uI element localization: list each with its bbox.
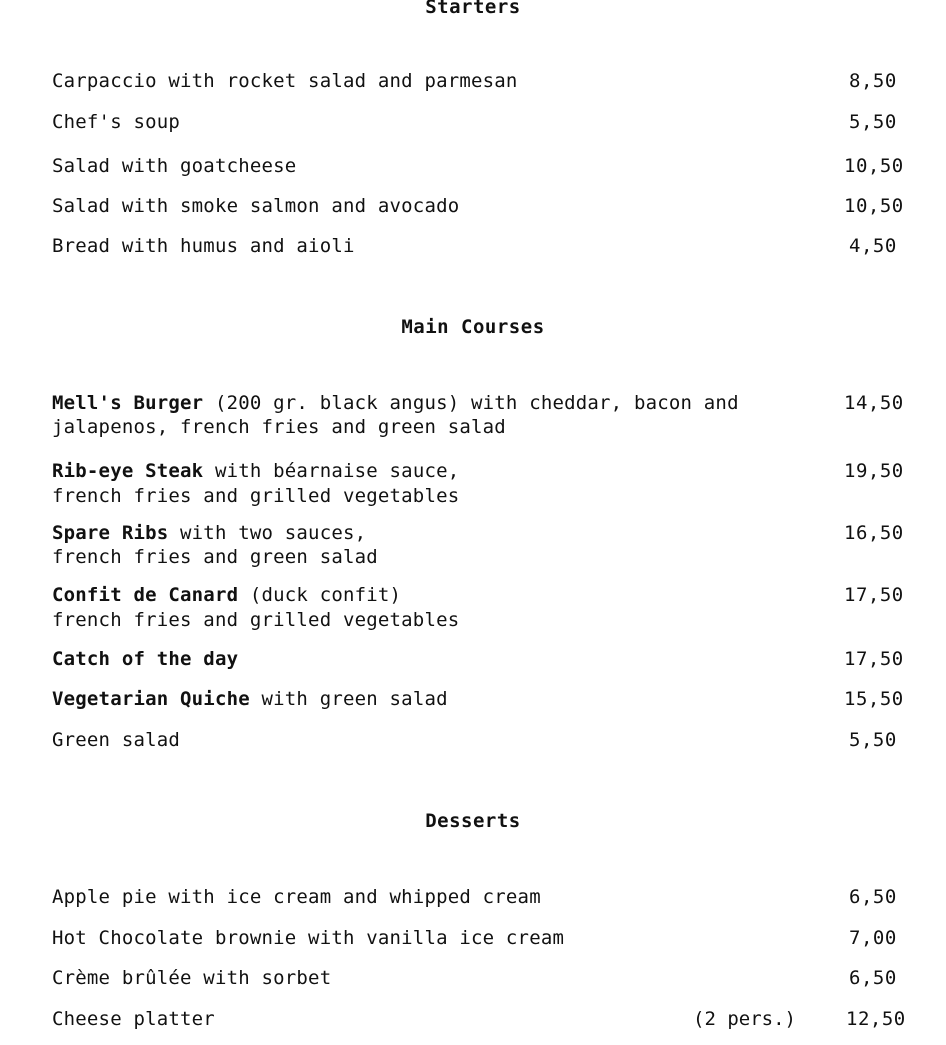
- menu-item-name: Carpaccio with rocket salad and parmesan: [52, 70, 518, 92]
- menu-item-price: 14,50: [844, 392, 904, 414]
- menu-item-price: 6,50: [849, 967, 897, 989]
- menu-item-price: 16,50: [844, 522, 904, 544]
- menu-item-price: 17,50: [844, 648, 904, 670]
- menu-item-price: 10,50: [844, 155, 904, 177]
- dish-description: with béarnaise sauce,: [203, 460, 460, 482]
- menu-item-name: [52, 392, 739, 414]
- menu-item-name: Green salad: [52, 729, 181, 751]
- section-title-main-courses: Main Courses: [401, 316, 545, 338]
- dish-description-line2: french fries and green salad: [52, 546, 378, 568]
- menu-item-name: [52, 688, 448, 710]
- dish-name: Confit de Canard: [52, 584, 239, 606]
- menu-item-price: 15,50: [844, 688, 904, 710]
- dish-name: Spare Ribs: [52, 522, 169, 544]
- dish-description: (duck confit): [238, 584, 402, 606]
- dish-description-line2: jalapenos, french fries and green salad: [52, 416, 506, 438]
- menu-item-price: 10,50: [844, 195, 904, 217]
- menu-item-price: 5,50: [849, 729, 897, 751]
- section-title-desserts: Desserts: [425, 810, 521, 832]
- menu-item-name: Crème brûlée with sorbet: [52, 967, 332, 989]
- menu-item-name: [52, 460, 459, 482]
- dish-name: Rib-eye Steak: [52, 460, 204, 482]
- menu-item-price: 12,50: [846, 1008, 906, 1030]
- menu-item-name: [52, 648, 238, 670]
- dish-description-line2: french fries and grilled vegetables: [52, 609, 460, 631]
- serving-note: (2 pers.): [693, 1008, 796, 1030]
- section-title-starters: Starters: [425, 0, 521, 18]
- menu-item-price: 19,50: [844, 460, 904, 482]
- dish-description: (200 gr. black angus) with cheddar, bacon and: [203, 392, 739, 414]
- dish-name: Mell's Burger: [52, 392, 204, 414]
- dish-description: with green salad: [249, 688, 448, 710]
- menu-item-name: Hot Chocolate brownie with vanilla ice cream: [52, 927, 565, 949]
- menu-item-price: 6,50: [849, 886, 897, 908]
- menu-item-price: 8,50: [849, 70, 897, 92]
- dish-description: with two sauces,: [168, 522, 367, 544]
- menu-item-name: [52, 584, 401, 606]
- menu-item-name: Salad with smoke salmon and avocado: [52, 195, 460, 217]
- menu-item-name: [52, 522, 366, 544]
- menu-item-name: Cheese platter: [52, 1008, 215, 1030]
- menu-item-name: Apple pie with ice cream and whipped cream: [52, 886, 541, 908]
- dish-name: Vegetarian Quiche: [52, 688, 250, 710]
- menu-item-price: 7,00: [849, 927, 897, 949]
- menu-item-name: Bread with humus and aioli: [52, 235, 355, 257]
- dish-name: Catch of the day: [52, 648, 239, 670]
- menu-item-name: Salad with goatcheese: [52, 155, 297, 177]
- menu-item-price: 4,50: [849, 235, 897, 257]
- menu-item-price: 5,50: [849, 111, 897, 133]
- dish-description-line2: french fries and grilled vegetables: [52, 485, 460, 507]
- menu-item-price: 17,50: [844, 584, 904, 606]
- menu-item-name: Chef's soup: [52, 111, 181, 133]
